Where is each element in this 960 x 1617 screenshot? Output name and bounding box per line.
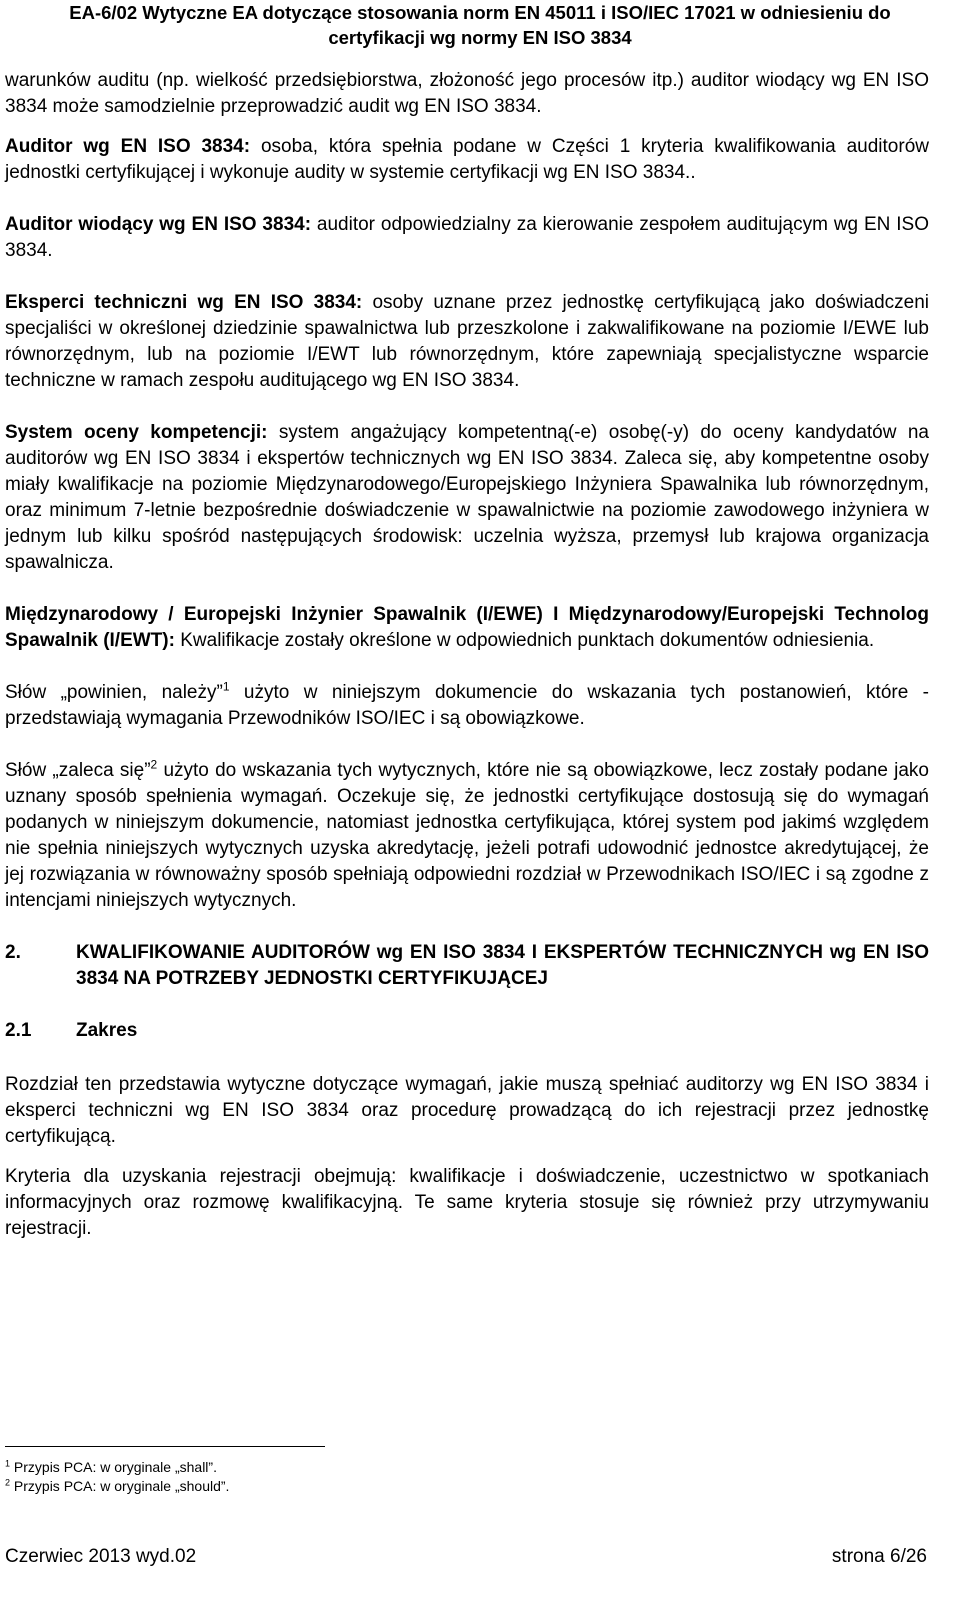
term-lead-auditor: Auditor wiodący wg EN ISO 3834: xyxy=(5,214,312,235)
section-2-heading xyxy=(5,940,929,992)
footer-date: Czerwiec 2013 wyd.02 xyxy=(5,1546,197,1567)
section-2-1-heading xyxy=(5,1018,929,1044)
term-competence-system: System oceny kompetencji: xyxy=(5,422,268,443)
definition-competence-system-text: system angażujący kompetentną(-e) osobę(-y) do oceny kandydatów na auditorów wg EN ISO 3834 i ekspertów technicznych wg EN ISO 3834. Zaleca się, aby kompetentne osoby miały kwalifikacje na poziomie Międzynarodowego/Europejskiego Inżyniera Spawalnika lub równorzędnym, oraz minimum 7-letnie bezpośrednie doświadczenie w spawalnictwie na poziomie zawodowego inżyniera w jednym lub kilku spośród następujących środowisk: uczelnia wyższa, przemysł lub krajowa organizacja spawalnicza. xyxy=(5,422,929,573)
should-post: użyto do wskazania tych wytycznych, które nie są obowiązkowe, lecz zostały podane jako uznany sposób spełnienia wymagań. Oczekuje się, że jednostki certyfikujące dostosują się do wymagań podanych w niniejszym dokumencie, natomiast jednostka certyfikująca, której system pod jakimś względem nie spełnia niniejszych wytycznych uzyska akredytację, jeżeli potrafi udowodnić jednostce akredytującej, że jej rozwiązania w równoważny sposób spełniają odpowiedni rozdział w Przewodnikach ISO/IEC i są zgodne z intencjami niniejszych wytycznych. xyxy=(5,760,929,911)
paragraph-criteria: Kryteria dla uzyskania rejestracji obejmują: kwalifikacje i doświadczenie, uczestnictwo w spotkaniach informacyjnych oraz rozmowę kwalifikacyjną. Te same kryteria stosuje się również przy utrzymywaniu rejestracji. xyxy=(5,1166,929,1239)
footnote-1 xyxy=(5,1458,229,1477)
definition-iwe-iwt xyxy=(5,602,929,654)
footnote-separator xyxy=(5,1446,325,1447)
paragraph-should xyxy=(5,758,929,914)
section-2-number: 2. xyxy=(5,942,21,963)
definition-technical-experts xyxy=(5,290,929,394)
shall-pre: Słów „powinien, należy” xyxy=(5,682,223,703)
definition-competence-system xyxy=(5,420,929,576)
footnote-2 xyxy=(5,1477,229,1496)
definition-technical-experts-text: osoby uznane przez jednostkę certyfikującą jako doświadczeni specjaliści w określonej dziedzinie spawalnictwa lub przeszkolone i zakwalifikowane na poziomie I/EWE lub równorzędnym, lub na poziomie I/EWT lub równorzędnym, które zapewniają specjalistyczne wsparcie techniczne w ramach zespołu auditującego wg EN ISO 3834. xyxy=(5,292,930,391)
header-line-2: certyfikacji wg normy EN ISO 3834 xyxy=(328,27,632,48)
header-line-1: EA-6/02 Wytyczne EA dotyczące stosowania norm EN 45011 i ISO/IEC 17021 w odniesieniu do xyxy=(69,2,891,23)
definition-auditor-text: osoba, która spełnia podane w Części 1 kryteria kwalifikowania auditorów jednostki certyfikującej i wykonuje audity w systemie certyfikacji wg EN ISO 3834.. xyxy=(5,136,929,183)
paragraph-shall xyxy=(5,680,929,732)
definition-lead-auditor-text: auditor odpowiedzialny za kierowanie zespołem auditującym wg EN ISO 3834. xyxy=(5,214,929,261)
footnotes xyxy=(5,1458,229,1496)
footnote-2-mark: 2 xyxy=(5,1477,11,1488)
should-pre: Słów „zaleca się” xyxy=(5,760,151,781)
definition-lead-auditor xyxy=(5,212,929,264)
shall-post: użyto w niniejszym dokumencie do wskazania tych postanowień, które - przedstawiają wymagania Przewodników ISO/IEC i są obowiązkowe. xyxy=(5,682,930,729)
definition-iwe-iwt-text: Kwalifikacje zostały określone w odpowiednich punktach dokumentów odniesienia. xyxy=(174,630,875,651)
page-number: strona 6/26 xyxy=(831,1546,927,1567)
section-2-1-title: Zakres xyxy=(76,1020,138,1041)
definition-auditor xyxy=(5,134,929,186)
section-2-title: KWALIFIKOWANIE AUDITORÓW wg EN ISO 3834 I EKSPERTÓW TECHNICZNYCH wg EN ISO 3834 NA POTRZEBY JEDNOSTKI CERTYFIKUJĄCEJ xyxy=(76,942,929,989)
footnote-1-mark: 1 xyxy=(5,1458,11,1469)
term-auditor: Auditor wg EN ISO 3834: xyxy=(5,136,251,157)
footnote-2-text: Przypis PCA: w oryginale „should”. xyxy=(10,1478,230,1494)
footnote-1-text: Przypis PCA: w oryginale „shall”. xyxy=(10,1459,217,1475)
page-footer xyxy=(5,1546,927,1568)
footnote-ref-2: 2 xyxy=(150,757,158,772)
document-body xyxy=(5,68,929,1268)
footnote-ref-1: 1 xyxy=(222,679,230,694)
term-technical-experts: Eksperci techniczni wg EN ISO 3834: xyxy=(5,292,363,313)
paragraph-audit-conditions: warunków auditu (np. wielkość przedsiębiorstwa, złożoność jego procesów itp.) auditor wiodący wg EN ISO 3834 może samodzielnie przeprowadzić audit wg EN ISO 3834. xyxy=(5,70,929,117)
page-header xyxy=(0,0,960,50)
paragraph-scope: Rozdział ten przedstawia wytyczne dotyczące wymagań, jakie muszą spełniać auditorzy wg EN ISO 3834 i eksperci techniczni wg EN ISO 3834 oraz procedurę prowadzącą do ich rejestracji przez jednostkę certyfikującą. xyxy=(5,1074,929,1147)
section-2-1-number: 2.1 xyxy=(5,1020,32,1041)
term-iwe-iwt: Międzynarodowy / Europejski Inżynier Spawalnik (I/EWE) I Międzynarodowy/Europejski Technolog Spawalnik (I/EWT): xyxy=(5,604,929,651)
